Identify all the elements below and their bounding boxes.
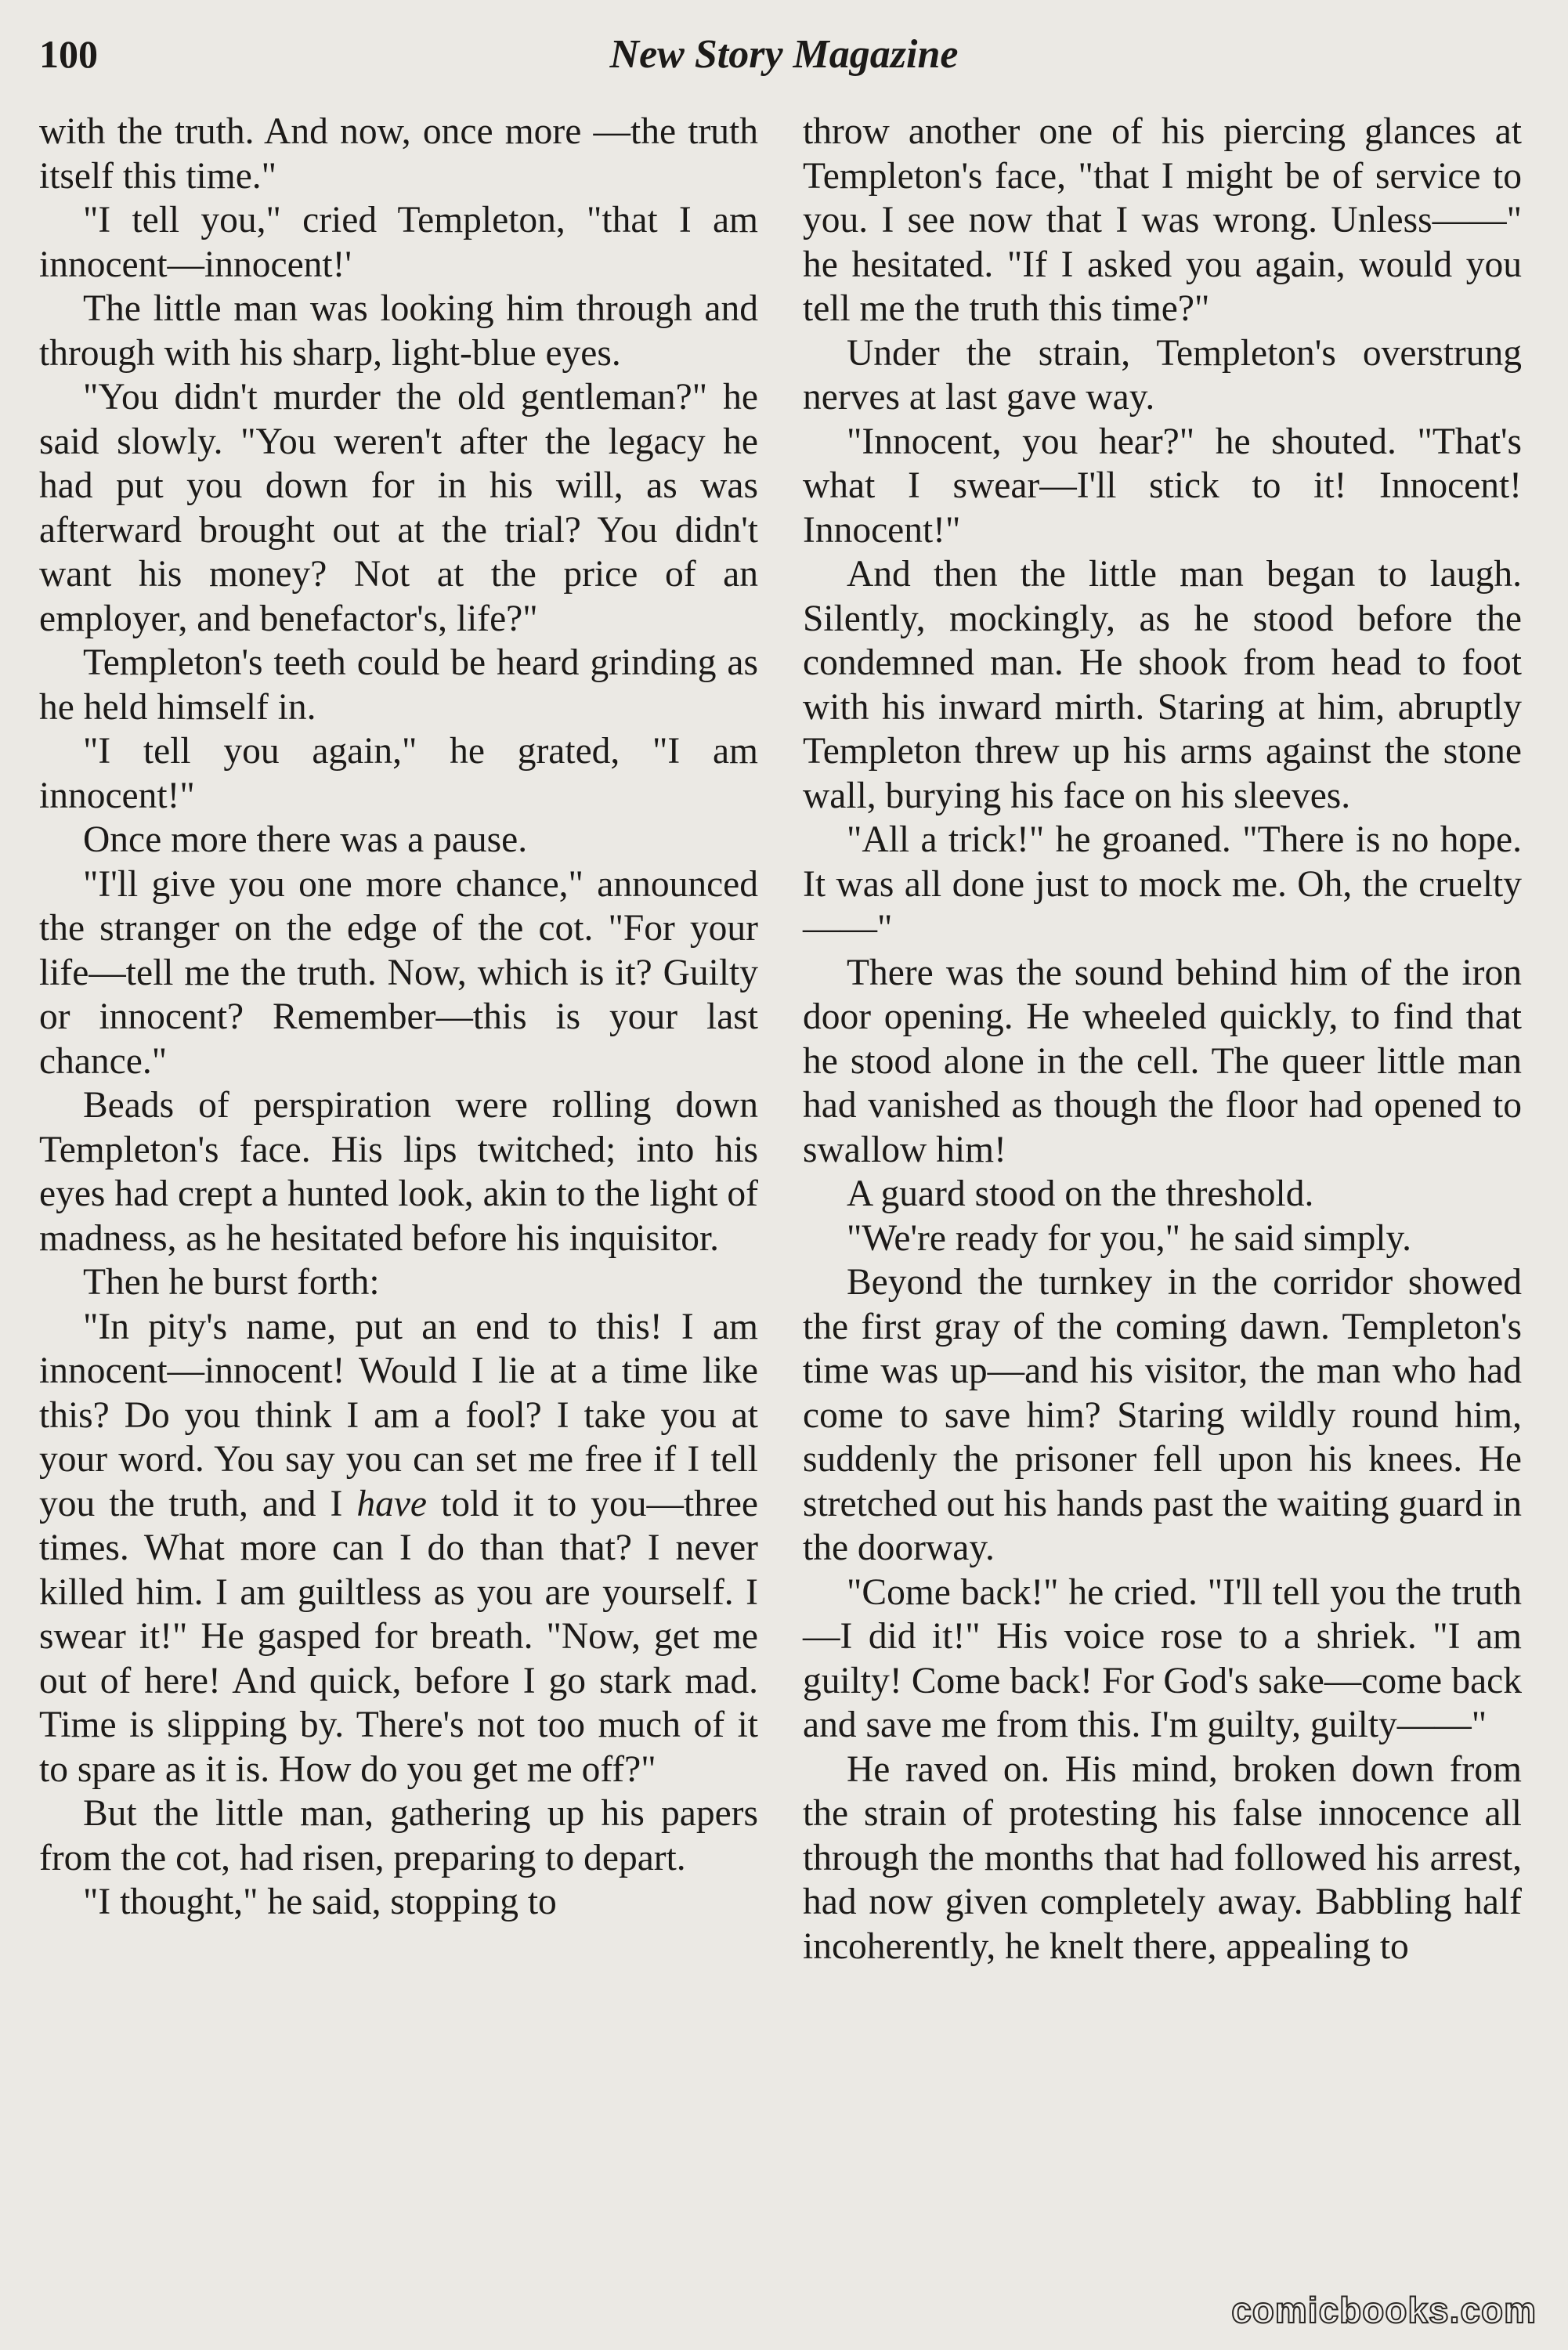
paragraph: throw another one of his piercing glances at Templeton's face, "that I might be of service to you. I see now that I was wrong. Unless——" he hesitated. "If I asked you again, would you tell me the truth this time?" bbox=[803, 111, 1522, 329]
paragraph: A guard stood on the threshold. bbox=[847, 1173, 1314, 1214]
paragraph: "I tell you again," he grated, "I am innocent!" bbox=[39, 731, 758, 816]
paragraph: "All a trick!" he groaned. "There is no hope. It was all done just to mock me. Oh, the cruelty——" bbox=[803, 819, 1522, 949]
emphasized-word: have bbox=[356, 1483, 428, 1524]
paragraph: "Come back!" he cried. "I'll tell you the truth—I did it!" His voice rose to a shriek. "I am guilty! Come back! For God's sake—come back and save me from this. I'm guilty, guilty——" bbox=[803, 1571, 1522, 1745]
paragraph: with the truth. And now, once more —the truth itself this time." bbox=[39, 111, 758, 197]
paragraph: Beads of perspiration were rolling down Templeton's face. His lips twitched; into his eyes had crept a hunted look, akin to the light of madness, as he hesitated before his inquisitor. bbox=[39, 1085, 758, 1259]
page-header bbox=[0, 31, 1568, 86]
paragraph: Under the strain, Templeton's overstrung nerves at last gave way. bbox=[803, 332, 1522, 418]
paragraph: "You didn't murder the old gentleman?" he said slowly. "You weren't after the legacy he had put you down for in his will, as was afterward brought out at the trial? You didn't want his money? Not at the price of an employer, and benefactor's, life?" bbox=[39, 377, 758, 639]
paragraph: "Innocent, you hear?" he shouted. "That's what I swear—I'll stick to it! Innocent! Innocent!" bbox=[803, 421, 1522, 551]
paragraph: Then he burst forth: bbox=[83, 1262, 380, 1303]
right-column bbox=[803, 110, 1522, 1969]
paragraph: The little man was looking him through and through with his sharp, light-blue eyes. bbox=[39, 288, 758, 374]
watermark: comicbooks.com bbox=[1231, 2290, 1537, 2330]
paragraph: And then the little man began to laugh. Silently, mockingly, as he stood before the condemned man. He shook from head to foot with his inward mirth. Staring at him, abruptly Templeton threw up his arms against the stone wall, burying his face on his sleeves. bbox=[803, 554, 1522, 816]
paragraph-text: "In pity's name, put an end to this! I am innocent—innocent! Would I lie at a time like this? Do you think I am a fool? I take you at your word. You say you can set me free if I tell you the truth, and I bbox=[39, 1306, 758, 1524]
page-number: 100 bbox=[39, 32, 98, 76]
paragraph: Once more there was a pause. bbox=[83, 819, 528, 860]
paragraph: "We're ready for you," he said simply. bbox=[847, 1217, 1412, 1259]
paragraph: "I tell you," cried Templeton, "that I am innocent—innocent!' bbox=[39, 200, 758, 285]
running-title: New Story Magazine bbox=[609, 32, 959, 77]
paragraph: Beyond the turnkey in the corridor showed the first gray of the coming dawn. Templeton's time was up—and his visitor, the man who had come to save him? Staring wildly round him, suddenly the prisoner fell upon his knees. He stretched out his hands past the waiting guard in the doorway. bbox=[803, 1262, 1522, 1568]
paragraph: "I'll give you one more chance," announced the stranger on the edge of the cot. "For your life—tell me the truth. Now, which is it? Guilty or innocent? Remember—this is your last chance." bbox=[39, 863, 758, 1082]
paragraph: Templeton's teeth could be heard grinding as he held himself in. bbox=[39, 642, 758, 728]
paragraph: There was the sound behind him of the iron door opening. He wheeled quickly, to find that he stood alone in the cell. The queer little man had vanished as though the floor had opened to swallow him! bbox=[803, 952, 1522, 1170]
paragraph bbox=[39, 1305, 758, 1792]
paragraph: He raved on. His mind, broken down from the strain of protesting his false innocence all through the months that had followed his arrest, had now given completely away. Babbling half incoherently, he knelt there, appealing to bbox=[803, 1748, 1522, 1967]
paragraph-text: told it to you—three times. What more can I do than that? I never killed him. I am guiltless as you are yourself. I swear it!" He gasped for breath. "Now, get me out of here! And quick, before I go stark mad. Time is slipping by. There's not too much of it to spare as it is. How do you get me off?" bbox=[39, 1483, 758, 1790]
paragraph: "I thought," he said, stopping to bbox=[83, 1882, 557, 1922]
left-column bbox=[39, 110, 758, 1925]
paragraph: But the little man, gathering up his papers from the cot, had risen, preparing to depart. bbox=[39, 1793, 758, 1878]
